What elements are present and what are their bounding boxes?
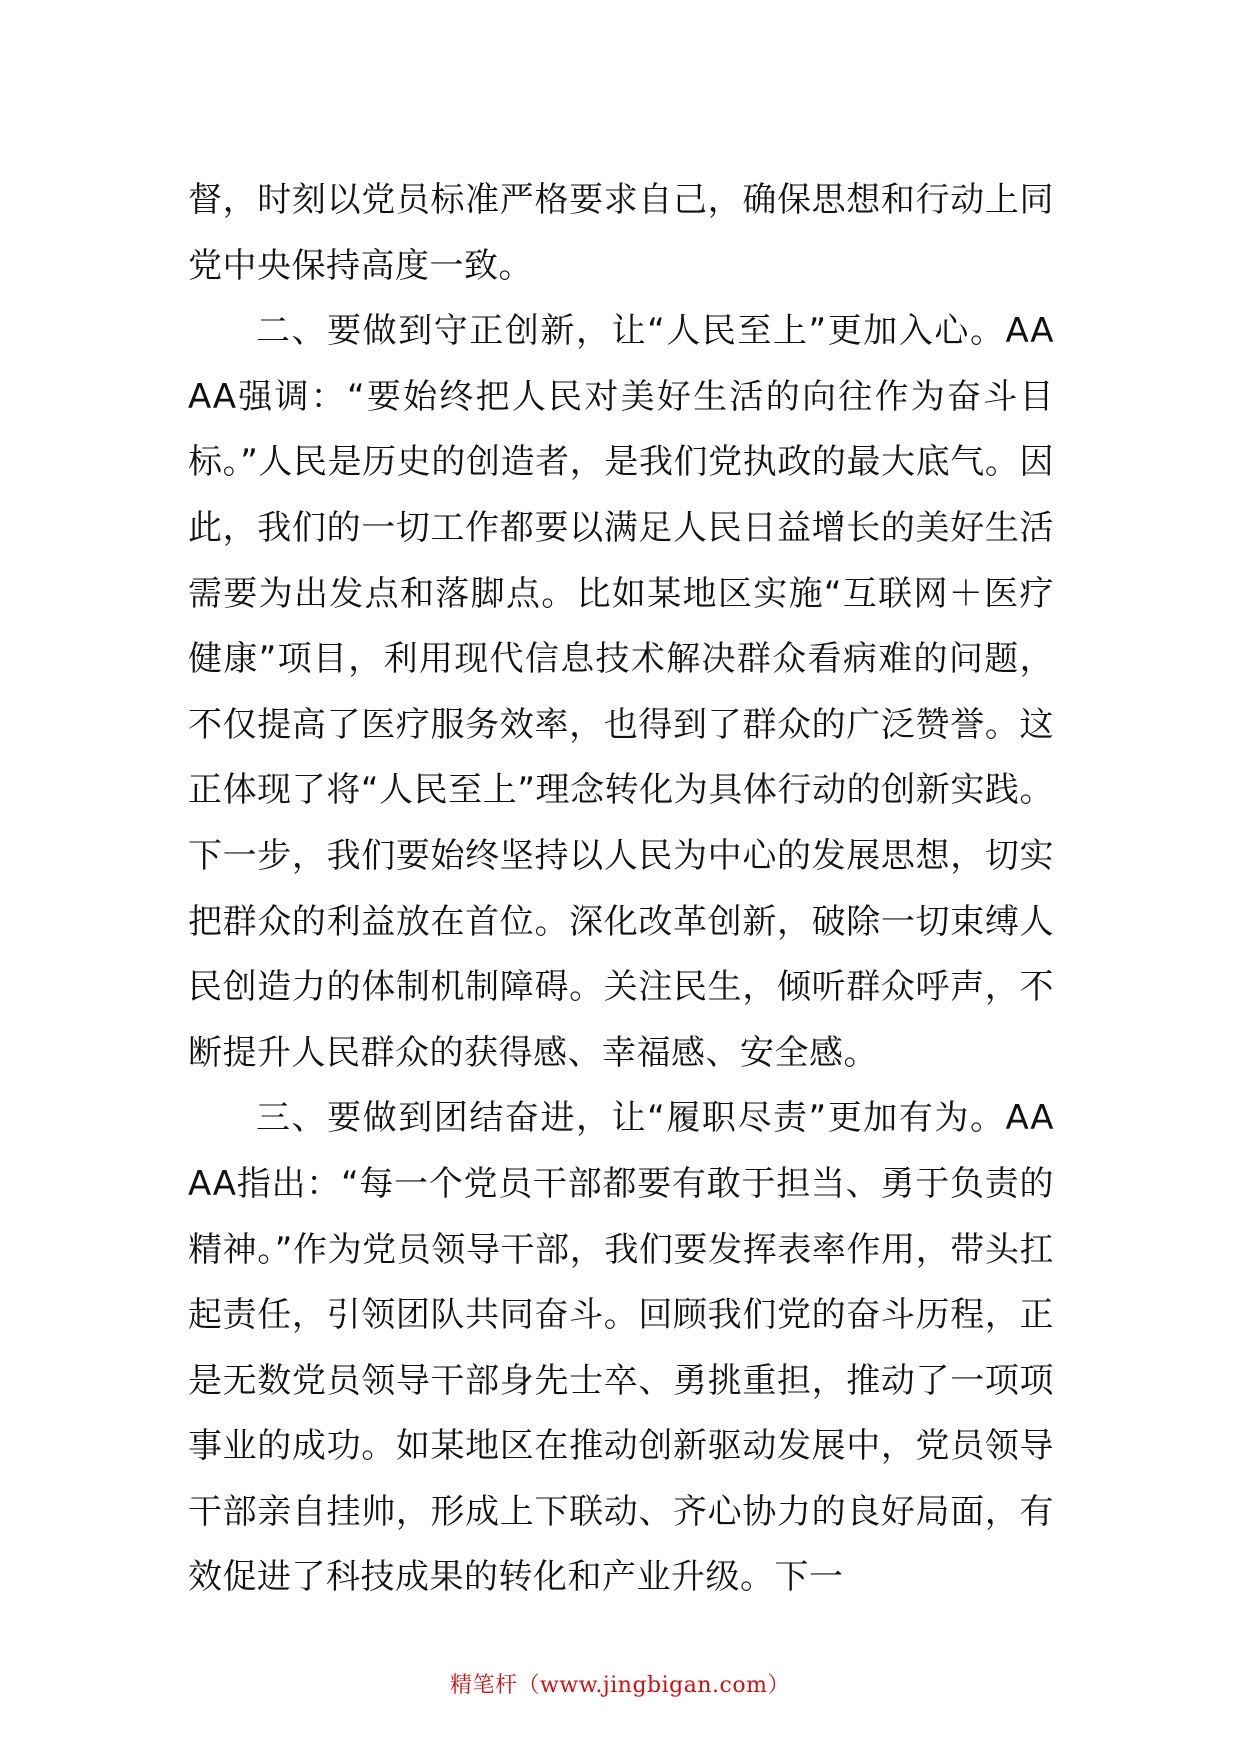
document-body — [188, 168, 1054, 1611]
paragraph-continuation: 督，时刻以党员标准严格要求自己，确保思想和行动上同党中央保持高度一致。 — [188, 180, 1054, 286]
paragraph-section-three: 三、要做到团结奋进，让“履职尽责”更加有为。AAAA指出：“每一个党员干部都要有敢于担当、勇于负责的精神。”作为党员领导干部，我们要发挥表率作用，带头扛起责任，引领团队共同奋斗。回顾我们党的奋斗历程，正是无数党员领导干部身先士卒、勇挑重担，推动了一项项事业的成功。如某地区在推动创新驱动发展中，党员领导干部亲自挂帅，形成上下联动、齐心协力的良好局面，有效促进了科技成果的转化和产业升级。下一 — [188, 1098, 1054, 1598]
footer-watermark: 精笔杆（www.jingbigan.com） — [450, 1673, 790, 1698]
paragraph-section-two: 二、要做到守正创新，让“人民至上”更加入心。AAAA强调：“要始终把人民对美好生活的向往作为奋斗目标。”人民是历史的创造者，是我们党执政的最大底气。因此，我们的一切工作都要以满足人民日益增长的美好生活需要为出发点和落脚点。比如某地区实施“互联网＋医疗健康”项目，利用现代信息技术解决群众看病难的问题，不仅提高了医疗服务效率，也得到了群众的广泛赞誉。这正体现了将“人民至上”理念转化为具体行动的创新实践。下一步，我们要始终坚持以人民为中心的发展思想，切实把群众的利益放在首位。深化改革创新，破除一切束缚人民创造力的体制机制障碍。关注民生，倾听群众呼声，不断提升人民群众的获得感、幸福感、安全感。 — [188, 311, 1054, 1073]
